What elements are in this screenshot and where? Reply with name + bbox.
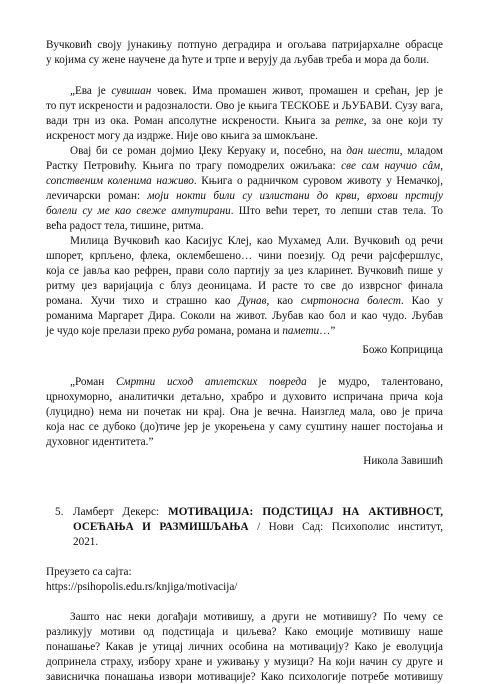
text-run: духовног идентитета.” [46,436,154,448]
text-run: , младом [399,145,443,157]
text-run: већа радост тела, тишине, ритма. [46,220,204,232]
italic-text: руба [172,325,195,337]
text-run: то пут искрености и радозналости. Ово је књига ТЕСКОБЕ и ЉУБАВИ. Сузу вага, [46,100,443,112]
text-run: Растку Петровићу. Књига по трагу помодрелих ожиљака: [46,160,342,172]
quote-line [46,174,443,188]
reference-line [73,535,98,549]
italic-text: смртоносна болест [300,295,401,307]
text-run: …” [319,325,336,337]
quote-line [46,324,335,338]
reference-line [73,505,443,519]
text-run: Овај би се роман дојмио Џеку Керуаку и, посебно, на [70,145,347,157]
text-run: . Као у [401,295,443,307]
text-run: „Роман [70,376,116,388]
italic-text: памети [282,325,320,337]
text-run: ритму џез варијација с блуз деоницама. И расте то све до изврсног финала [46,280,443,292]
text-run: , за оне који ту [363,115,443,127]
quote-line [46,114,443,128]
quote-line [70,234,443,248]
quote-line [46,279,443,293]
italic-text: сувишан [111,85,152,97]
text-run: 2021. [73,536,99,548]
text-line: у којима су жене научене да ћуте и трпе и верују да љубав треба и мора да боли. [46,54,430,66]
text-line: зависничка понашања извори мотивације? Како психологије потребе мотивишу [46,671,443,683]
text-run: је мудро, талентовано, [306,376,443,388]
text-line: Зашто нас неки догађаји мотивишу, а други не мотивишу? По чему се [70,611,443,623]
italic-text: моји нокти били су излистани до крви, врхови прстију [147,190,444,202]
quote-line [46,204,443,218]
signature: Божо Коприцица [362,344,443,356]
text-line: допринела страху, избору хране и уживању у музици? На који начин су друге и [46,656,443,668]
text-run: црнохуморно, аналитички детаљно, храбро и духовито испричана прича која [46,391,443,403]
signature: Никола Завишић [363,455,443,467]
italic-text: дан шести [346,145,400,157]
text-run: / Нови Сад: Психополис институт, [248,521,443,533]
text-run: леvичарски роман: [46,190,148,202]
quote-line [46,189,443,203]
quote-line [70,84,443,98]
source-label: Преузето са сајта: [46,566,132,578]
italic-text: ретке [335,115,364,127]
text-run: . Књига о радничком суровом животу у Немачкој, [193,175,443,187]
quote-line [46,159,443,173]
quote-line [46,435,153,449]
italic-text: сопственим коленима наживо [46,175,194,187]
text-run: романа, романа и [194,325,283,337]
quote-line [46,264,443,278]
text-line: разликују мотиви од подстицаја и циљева? Како емоције мотивишу наше [46,626,443,638]
quote-line [46,309,443,323]
text-run: романа. Хучи тихо и страшно као [46,295,239,307]
italic-text: болели су ме као свеже ампутирани [46,205,231,217]
text-run: Ламберт Декерс: [73,506,169,518]
quote-line [46,294,443,308]
bold-text: МОТИВАЦИЈА: ПОДСТИЦАЈ НА АКТИВНОСТ, [168,506,443,518]
italic-text: Дунав [238,295,267,307]
text-line: понашање? Какав је утицај личних особина на мотивацију? Како је еволуција [46,641,443,653]
italic-text: све сам научио сâм, [341,160,443,172]
source-link[interactable]: https://psihopolis.edu.rs/knjiga/motivacija/ [46,581,238,593]
text-run: искреност могу да издрже. Није ово књига за шмокљане. [46,130,318,142]
text-run: . Што већи терет, то лепши став тела. То [230,205,444,217]
text-run: (луцидно) нема ни почетак ни крај. Она је вечна. Наизглед мала, ово је прича [46,406,443,418]
text-run: вади трн из ока. Роман апсолутне искрености. Књига за [46,115,336,127]
quote-line [46,129,318,143]
item-number: 5. [55,506,64,518]
text-line: Вучковић своју јунакињу потпуно деградира и огољава патријархалне обрасце [46,39,443,51]
text-run: „Ева је [70,85,112,97]
quote-line [46,249,443,263]
text-run: шпорет, крпљено, флека, оклембешено… чини поезију. Од речи рајсфершлус, [46,250,443,262]
quote-line [46,390,443,404]
italic-text: Смртни исход атлетских повреда [115,376,307,388]
quote-line [46,219,204,233]
reference-line [73,520,443,534]
bold-text: ОСЕЋАЊА И РАЗМИШЉАЊА [73,521,249,533]
text-run: Милица Вучковић као Касијус Клеј, као Мухамед Али. Вучковић од речи [70,235,443,247]
text-run: романима Маргарет Дира. Соколи на живот. Љубав као бол и као чудо. Љубав [46,310,443,322]
quote-line [70,375,443,389]
text-run: која нас се дубоко (до)тиче јер је укорењена у саму суштину нашег постојања и [46,421,443,433]
text-run: која се јавља као рефрен, прави соло партију за џез кларинет. Вучковић пише у [46,265,443,277]
quote-line [46,420,443,434]
text-run: је чудо које прелази преко [46,325,173,337]
quote-line [46,405,443,419]
text-run: човек. Има промашен живот, промашен и срећан, јер је [151,85,443,97]
quote-line [46,99,443,113]
text-run: , као [266,295,301,307]
quote-line [70,144,443,158]
